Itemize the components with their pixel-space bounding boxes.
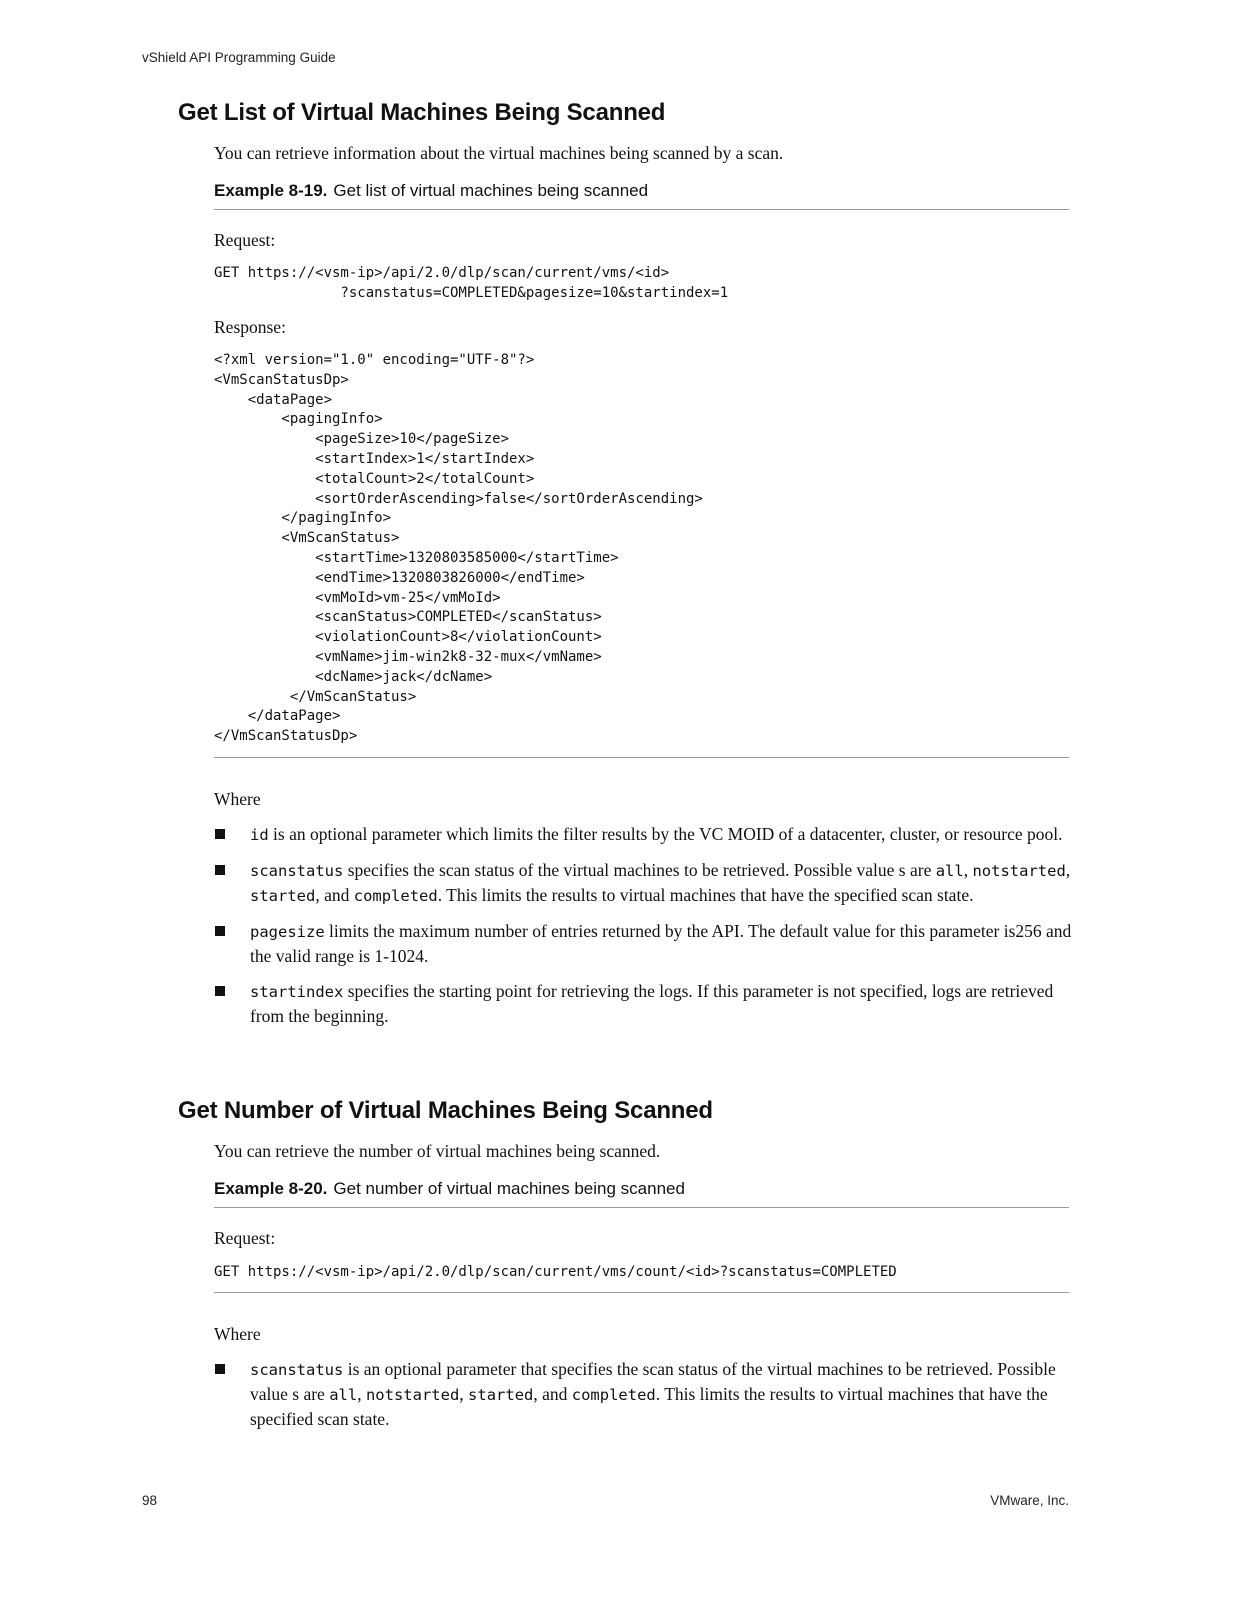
request-code-block: GET https://<vsm-ip>/api/2.0/dlp/scan/current/vms/<id> ?scanstatus=COMPLETED&pagesize=10&startindex=1 — [214, 265, 729, 301]
bullet-square-icon — [215, 926, 225, 936]
list-item — [214, 858, 1074, 908]
example-title: Get number of virtual machines being scanned — [333, 1179, 685, 1198]
parameter-list — [214, 1357, 1074, 1431]
param-description-end: . This limits the results to virtual machines that have the specified scan state. — [250, 1384, 1048, 1429]
section-intro: You can retrieve information about the virtual machines being scanned by a scan. — [214, 143, 784, 163]
request-code-block: GET https://<vsm-ip>/api/2.0/dlp/scan/current/vms/count/<id>?scanstatus=COMPLETED — [214, 1264, 897, 1280]
footer-company: VMware, Inc. — [990, 1493, 1069, 1508]
separator: , and — [533, 1384, 572, 1404]
param-name: scanstatus — [250, 862, 344, 880]
section-intro: You can retrieve the number of virtual machines being scanned. — [214, 1141, 661, 1161]
request-label: Request: — [214, 230, 276, 250]
param-description: specifies the starting point for retrieving the logs. If this parameter is not specified, logs are retrieved from the beginning. — [250, 981, 1054, 1026]
response-code-block: <?xml version="1.0" encoding="UTF-8"?> <VmScanStatusDp> <dataPage> <pagingInfo> <pageSize>10</pageSize> <startIndex>1</startIndex> <totalCount>2</totalCount> <sortOrderAscending>false</sortOrderAscending> </pagingInfo> <VmScanStatus> <startTime>1320803585000</startTime> <endTime>1320803826000</endTime> <vmMoId>vm-25</vmMoId> <scanStatus>COMPLETED</scanStatus> <violationCount>8</violationCount> <vmName>jim-win2k8-32-mux</vmName> <dcName>jack</dcName> </VmScanStatus> </dataPage> </VmScanStatusDp> — [214, 352, 703, 745]
param-name: id — [250, 826, 269, 844]
where-label: Where — [214, 1324, 261, 1344]
section-title-count-vms: Get Number of Virtual Machines Being Scanned — [178, 1097, 713, 1124]
param-name: pagesize — [250, 923, 325, 941]
example-caption — [214, 181, 648, 201]
param-name: scanstatus — [250, 1361, 344, 1379]
bullet-square-icon — [215, 1364, 225, 1374]
example-caption — [214, 1179, 685, 1199]
value-all: all — [935, 862, 964, 880]
list-item — [214, 979, 1074, 1028]
divider — [214, 209, 1069, 210]
list-item — [214, 1357, 1074, 1431]
param-name: startindex — [250, 983, 344, 1001]
where-label: Where — [214, 789, 261, 809]
separator: , — [1065, 860, 1071, 880]
separator: , — [963, 860, 973, 880]
divider — [214, 757, 1069, 758]
separator: , — [459, 1384, 469, 1404]
list-item — [214, 822, 1074, 847]
bullet-square-icon — [215, 986, 225, 996]
divider — [214, 1207, 1069, 1208]
parameter-list — [214, 822, 1074, 1028]
value-completed: completed — [571, 1386, 656, 1404]
separator: , and — [315, 885, 354, 905]
value-started: started — [250, 887, 316, 905]
param-description-end: . This limits the results to virtual machines that have the specified scan state. — [437, 885, 974, 905]
param-description: specifies the scan status of the virtual machines to be retrieved. Possible value s are — [343, 860, 936, 880]
bullet-square-icon — [215, 865, 225, 875]
example-number: Example 8-19. — [214, 181, 328, 200]
request-label: Request: — [214, 1228, 276, 1248]
running-header: vShield API Programming Guide — [142, 50, 336, 65]
value-completed: completed — [353, 887, 438, 905]
param-description: limits the maximum number of entries returned by the API. The default value for this parameter is256 and the valid range is 1-1024. — [250, 921, 1072, 966]
value-all: all — [329, 1386, 358, 1404]
value-notstarted: notstarted — [972, 862, 1066, 880]
list-item — [214, 919, 1074, 968]
param-description: is an optional parameter that specifies the scan status of the virtual machines to be retrieved. Possible value s are — [250, 1359, 1056, 1404]
page-number: 98 — [142, 1493, 158, 1508]
bullet-square-icon — [215, 829, 225, 839]
response-label: Response: — [214, 317, 286, 337]
divider — [214, 1292, 1069, 1293]
param-description: is an optional parameter which limits the filter results by the VC MOID of a datacenter, cluster, or resource pool. — [268, 824, 1063, 844]
value-started: started — [468, 1386, 534, 1404]
separator: , — [357, 1384, 366, 1404]
section-title-list-vms: Get List of Virtual Machines Being Scanned — [178, 99, 666, 126]
value-notstarted: notstarted — [365, 1386, 460, 1404]
example-title: Get list of virtual machines being scanned — [333, 181, 649, 200]
example-number: Example 8-20. — [214, 1179, 328, 1198]
